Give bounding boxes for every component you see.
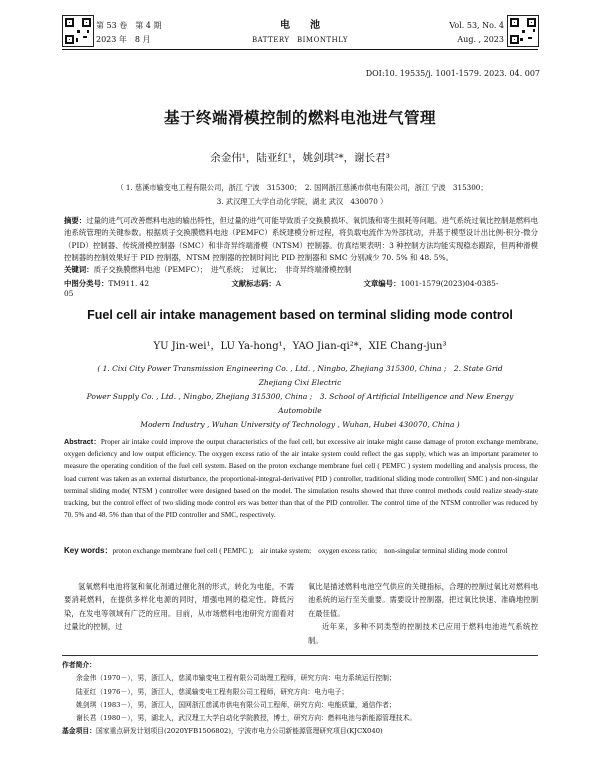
keywords-cn-label: 关键词： [64, 265, 94, 274]
affiliation-cn-line: （ 1. 慈溪市输变电工程有限公司，浙江 宁波 315300； 2. 国网浙江慈溪市供电有限公司，浙江 宁波 315300； [116, 183, 488, 192]
body-column-left [64, 580, 294, 634]
abstract-cn-label: 摘要： [64, 216, 87, 225]
doc-code: 文献标志码：A [231, 279, 282, 288]
clc-number: 中图分类号：TM911. 42 [64, 279, 150, 288]
header-volume-en: Vol. 53, No. 4 [449, 21, 504, 30]
fund-info: 基金项目：国家重点研发计划项目(2020YFB1506802)，宁波市电力公司新能源管理研究项目(KJCX040) [62, 727, 383, 736]
keywords-en [64, 545, 538, 557]
affiliation-en-line: Modern Industry , Wuhan University of Technology , Wuhan, Hubei 430070, China ) [140, 420, 460, 429]
affiliation-en-line: ( 1. Cixi City Power Transmission Engineering Co. , Ltd. , Ningbo, Zhejiang 315300, China ; 2. State Grid Zhejiang Cixi Electric [97, 364, 503, 387]
abstract-en-label: Abstract： [64, 437, 101, 446]
author-bio-label: 作者简介： [62, 661, 96, 669]
paper-title-cn: 基于终端滑模控制的燃料电池进气管理 [163, 109, 436, 127]
paper-title-en: Fuel cell air intake management based on terminal sliding mode control [87, 308, 513, 322]
author-bio: 姚剑琪（1983－），男，浙江人，国网浙江慈溪市供电有限公司工程师，研究方向：电能质量，通信作者； [76, 700, 396, 709]
body-paragraph: 氧比是描述燃料电池空气供应的关键指标，合理的控制过氧比对燃料电池系统的运行至关重要。需要设计控制器，把过氧比快速、准确地控制在最佳值。 [308, 582, 538, 618]
affiliation-en-line: Power Supply Co. , Ltd. , Ningbo, Zhejiang 315300, China ; 3. School of Artificial Intelligence and New Energy Automobile [86, 392, 514, 415]
abstract-cn-text: 过量的进气可改善燃料电池的输出特性，但过量的进气可能导致质子交换膜损坏、氧饥饿和寄生损耗等问题。进气系统过氧比控制是燃料电池系统管理的关键参数。根据质子交换膜燃料电池（PEMFC）系统建模分析过程，将负载电流作为外部扰动，并基于模型设计出比例-积分-微分（PID）控制器、传统滑模控制器（SMC）和非奇异终端滑模（NTSM）控制器。仿真结果表明：3 种控制方法均能实现稳态跟踪，但两种滑模控制器的控制效果好于 PID 控制器，NTSM 控制器的控制时间比 PID 控制器和 SMC 分别减少 70. 5% 和 48. 5%。 [64, 216, 538, 263]
abstract-cn [64, 215, 538, 265]
abstract-en [64, 436, 538, 521]
affiliation-cn-line: 3. 武汉理工大学自动化学院，湖北 武汉 430070 ） [216, 197, 388, 206]
authors-en: YU Jin-wei¹，LU Ya-hong¹，YAO Jian-qi²*，XIE Chang-jun³ [153, 341, 447, 352]
keywords-en-text: proton exchange membrane fuel cell ( PEMFC ); air intake system; oxygen excess ratio; non-singular terminal sliding mode control [112, 547, 508, 555]
abstract-en-text: Proper air intake could improve the output characteristics of the fuel cell, but excessive air intake might cause damage of proton exchange membrane, oxygen deficiency and low output efficiency. The oxygen excess ratio of the air intake system could reflect the gas supply, which was an important parameter to measure the operating condition of the fuel cell system. Based on the proton exchange membrane fuel cell ( PEMFC ) system modelling and analysis process, the load current was taken as an external disturbance, the proportional-integral-derivative( PID ) controller, traditional sliding mode controller( SMC ) and non-singular terminal sliding mode( NTSM ) controller were designed based on the model. The simulation results showed that three control methods could realize steady-state tracking, but the control effect of two sliding mode control ers was better than that of the PID controller. The control time of the NTSM controller was reduced by 70. 5% and 48. 5% than that of the PID controller and SMC, respectively. [64, 438, 538, 520]
keywords-cn [64, 264, 538, 275]
body-paragraph: 近年来，多种不同类型的控制技术已应用于燃料电池进气系统控制。 [308, 622, 538, 645]
doi: DOI:10. 19535/j. 1001-1579. 2023. 04. 007 [365, 69, 540, 78]
author-bio: 陆亚红（1976－），男，浙江人，慈溪输变电工程有限公司工程师，研究方向：电力电子； [76, 687, 349, 696]
keywords-cn-text: 质子交换膜燃料电池（PEMFC）； 进气系统； 过氧比； 非奇异终端滑模控制 [93, 265, 352, 274]
classification-meta [64, 278, 538, 298]
author-bio: 余金伟（1970－），男，浙江人，慈溪市输变电工程有限公司助理工程师，研究方向：电力系统运行控制； [76, 674, 396, 683]
footnote [62, 659, 538, 739]
header-rule [62, 49, 538, 50]
header-date: 2023 年 8 月 [96, 35, 151, 44]
affiliations-en [80, 362, 520, 432]
body-paragraph: 氢氧燃料电池将氢和氧化剂通过催化剂的形式，转化为电能，不需要消耗燃料，在提供多样化电源的同时，增强电网的稳定性。降低污染，在发电等领域有广泛的应用。目前，从市场燃料电池研究方面看对过量比的控制，过 [64, 582, 294, 632]
article-number: 文章编号：1001-1579(2023)04-0385-05 [64, 279, 499, 298]
footnote-rule [62, 655, 538, 656]
affiliations-cn [92, 181, 512, 209]
journal-name-cn: 电 池 [280, 20, 320, 31]
keywords-en-label: Key words： [64, 546, 113, 555]
author-bio: 谢长君（1980－），男，湖北人，武汉理工大学自动化学院教授，博士，研究方向：燃料电池与新能源管理技术。 [76, 714, 417, 723]
header-volume: 第 53 卷 第 4 期 [96, 21, 162, 30]
authors-cn: 余金伟¹，陆亚红¹，姚剑琪²*，谢长君³ [210, 152, 390, 164]
header-date-en: Aug. , 2023 [457, 35, 504, 44]
body-column-right [308, 580, 538, 647]
journal-name-en: BATTERY BIMONTHLY [251, 36, 349, 44]
